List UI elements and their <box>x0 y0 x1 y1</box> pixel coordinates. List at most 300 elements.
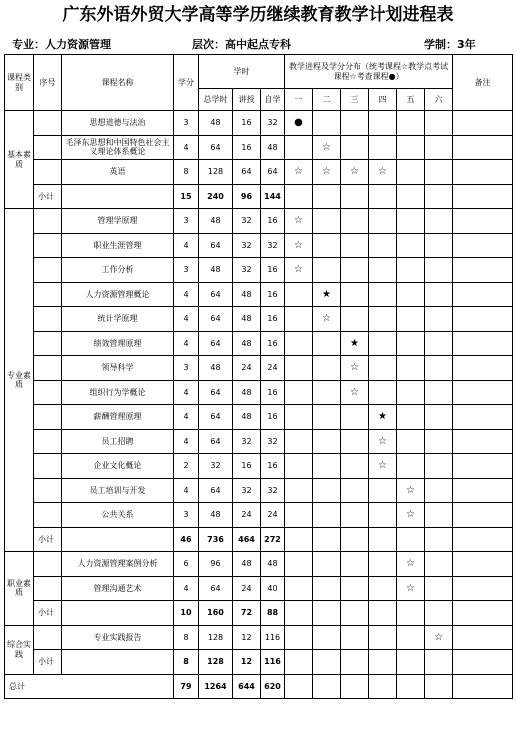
grand-total-lecture-hours: 644 <box>233 674 261 699</box>
term-4-mark <box>369 552 397 577</box>
seq-cell <box>34 233 62 258</box>
lecture-hours-cell: 48 <box>233 282 261 307</box>
term-6-mark <box>425 552 453 577</box>
course-name: 工作分析 <box>62 258 174 283</box>
subtotal-credit: 8 <box>174 650 199 675</box>
total-hours-cell: 64 <box>199 405 233 430</box>
self-study-hours-cell: 40 <box>261 576 285 601</box>
term-3-mark <box>341 503 369 528</box>
subtotal-term-2 <box>313 527 341 552</box>
lecture-hours-cell: 16 <box>233 135 261 160</box>
subtotal-label: 小计 <box>34 650 62 675</box>
subtotal-credit: 10 <box>174 601 199 626</box>
term-1-mark <box>285 282 313 307</box>
subtotal-term-4 <box>369 184 397 209</box>
term-1-mark <box>285 356 313 381</box>
remark-cell <box>453 380 513 405</box>
grand-total-remark <box>453 674 513 699</box>
header-lecture: 讲授 <box>233 89 261 111</box>
subtotal-term-3 <box>341 601 369 626</box>
self-study-hours-cell: 24 <box>261 356 285 381</box>
term-5-mark <box>397 135 425 160</box>
subtotal-total-hours: 736 <box>199 527 233 552</box>
remark-cell <box>453 478 513 503</box>
header-term-5: 五 <box>397 89 425 111</box>
seq-cell <box>34 209 62 234</box>
term-4-mark <box>369 135 397 160</box>
term-4-mark <box>369 331 397 356</box>
term-3-mark <box>341 405 369 430</box>
grand-total-term-1 <box>285 674 313 699</box>
term-6-mark: ☆ <box>425 625 453 650</box>
term-1-mark <box>285 576 313 601</box>
category-label: 职业素质 <box>5 552 34 626</box>
term-5-mark <box>397 258 425 283</box>
grand-total-self-study-hours: 620 <box>261 674 285 699</box>
subtotal-term-3 <box>341 527 369 552</box>
term-2-mark <box>313 380 341 405</box>
term-1-mark <box>285 625 313 650</box>
lecture-hours-cell: 48 <box>233 380 261 405</box>
course-name: 企业文化概论 <box>62 454 174 479</box>
term-1-mark <box>285 307 313 332</box>
subtotal-term-1 <box>285 527 313 552</box>
course-row <box>5 258 513 283</box>
course-name: 管理学原理 <box>62 209 174 234</box>
curriculum-table <box>4 54 513 699</box>
term-6-mark <box>425 454 453 479</box>
term-6-mark <box>425 429 453 454</box>
term-3-mark <box>341 258 369 283</box>
total-hours-cell: 96 <box>199 552 233 577</box>
course-row <box>5 233 513 258</box>
header-course: 课程名称 <box>62 55 174 111</box>
subtotal-term-6 <box>425 527 453 552</box>
total-hours-cell: 64 <box>199 282 233 307</box>
term-1-mark: ☆ <box>285 209 313 234</box>
credit-cell: 8 <box>174 160 199 185</box>
term-5-mark <box>397 625 425 650</box>
credit-cell: 4 <box>174 233 199 258</box>
document-title: 广东外语外贸大学高等学历继续教育教学计划进程表 <box>62 5 454 25</box>
header-self-study: 自学 <box>261 89 285 111</box>
course-name: 员工招聘 <box>62 429 174 454</box>
credit-cell: 4 <box>174 478 199 503</box>
total-hours-cell: 48 <box>199 111 233 136</box>
course-row <box>5 160 513 185</box>
total-hours-cell: 64 <box>199 429 233 454</box>
header-remark: 备注 <box>453 55 513 111</box>
term-1-mark: ☆ <box>285 258 313 283</box>
term-3-mark <box>341 233 369 258</box>
credit-cell: 4 <box>174 405 199 430</box>
total-hours-cell: 128 <box>199 625 233 650</box>
lecture-hours-cell: 24 <box>233 576 261 601</box>
subtotal-term-5 <box>397 184 425 209</box>
term-1-mark <box>285 331 313 356</box>
term-5-mark: ☆ <box>397 576 425 601</box>
term-4-mark <box>369 282 397 307</box>
term-2-mark <box>313 356 341 381</box>
term-2-mark: ☆ <box>313 135 341 160</box>
subtotal-term-4 <box>369 527 397 552</box>
term-3-mark <box>341 209 369 234</box>
course-name: 专业实践报告 <box>62 625 174 650</box>
remark-cell <box>453 307 513 332</box>
subtotal-self-study-hours: 116 <box>261 650 285 675</box>
course-row <box>5 356 513 381</box>
self-study-hours-cell: 32 <box>261 429 285 454</box>
remark-cell <box>453 282 513 307</box>
subtotal-term-1 <box>285 601 313 626</box>
subtotal-spacer <box>62 527 174 552</box>
subtotal-label: 小计 <box>34 601 62 626</box>
subtotal-remark <box>453 650 513 675</box>
term-2-mark: ☆ <box>313 160 341 185</box>
course-name: 组织行为学概论 <box>62 380 174 405</box>
header-seq: 序号 <box>34 55 62 111</box>
course-name: 思想道德与法治 <box>62 111 174 136</box>
subtotal-remark <box>453 601 513 626</box>
level-label: 层次：高中起点专科 <box>192 38 291 51</box>
term-2-mark <box>313 331 341 356</box>
course-name: 统计学原理 <box>62 307 174 332</box>
total-hours-cell: 64 <box>199 307 233 332</box>
term-2-mark <box>313 429 341 454</box>
subtotal-term-6 <box>425 601 453 626</box>
subtotal-term-1 <box>285 650 313 675</box>
grand-total-hours: 1264 <box>199 674 233 699</box>
lecture-hours-cell: 12 <box>233 625 261 650</box>
remark-cell <box>453 454 513 479</box>
course-name: 管理沟通艺术 <box>62 576 174 601</box>
remark-cell <box>453 429 513 454</box>
term-6-mark <box>425 258 453 283</box>
seq-cell <box>34 258 62 283</box>
term-5-mark: ☆ <box>397 503 425 528</box>
self-study-hours-cell: 16 <box>261 380 285 405</box>
course-name: 薪酬管理原理 <box>62 405 174 430</box>
term-5-mark <box>397 331 425 356</box>
term-5-mark <box>397 429 425 454</box>
subtotal-credit: 15 <box>174 184 199 209</box>
lecture-hours-cell: 32 <box>233 233 261 258</box>
course-row <box>5 135 513 160</box>
credit-cell: 8 <box>174 625 199 650</box>
header-term-1: 一 <box>285 89 313 111</box>
subtotal-total-hours: 128 <box>199 650 233 675</box>
self-study-hours-cell: 16 <box>261 282 285 307</box>
subtotal-spacer <box>62 650 174 675</box>
total-hours-cell: 128 <box>199 160 233 185</box>
seq-cell <box>34 307 62 332</box>
grand-total-label: 总计 <box>5 674 174 699</box>
total-hours-cell: 48 <box>199 356 233 381</box>
term-2-mark <box>313 111 341 136</box>
lecture-hours-cell: 32 <box>233 209 261 234</box>
course-row <box>5 307 513 332</box>
term-4-mark <box>369 478 397 503</box>
term-1-mark <box>285 380 313 405</box>
lecture-hours-cell: 32 <box>233 258 261 283</box>
remark-cell <box>453 135 513 160</box>
course-row <box>5 552 513 577</box>
remark-cell <box>453 233 513 258</box>
self-study-hours-cell: 48 <box>261 552 285 577</box>
grand-total-term-5 <box>397 674 425 699</box>
term-1-mark <box>285 478 313 503</box>
header-credit: 学分 <box>174 55 199 111</box>
term-5-mark <box>397 233 425 258</box>
subtotal-term-5 <box>397 650 425 675</box>
grand-total-term-6 <box>425 674 453 699</box>
term-1-mark: ● <box>285 111 313 136</box>
grand-total-term-4 <box>369 674 397 699</box>
subtotal-term-2 <box>313 601 341 626</box>
subtotal-lecture-hours: 12 <box>233 650 261 675</box>
header-progress: 教学进程及学分分布（统考课程☆教学点考试课程☆考查课程●） <box>285 55 453 89</box>
term-4-mark <box>369 503 397 528</box>
term-2-mark <box>313 576 341 601</box>
credit-cell: 4 <box>174 380 199 405</box>
subtotal-term-1 <box>285 184 313 209</box>
total-hours-cell: 48 <box>199 209 233 234</box>
term-6-mark <box>425 111 453 136</box>
seq-cell <box>34 503 62 528</box>
subtotal-row <box>5 601 513 626</box>
seq-cell <box>34 160 62 185</box>
self-study-hours-cell: 16 <box>261 331 285 356</box>
header-total-hours: 总学时 <box>199 89 233 111</box>
term-3-mark: ★ <box>341 331 369 356</box>
self-study-hours-cell: 116 <box>261 625 285 650</box>
subtotal-self-study-hours: 272 <box>261 527 285 552</box>
term-5-mark <box>397 380 425 405</box>
subtotal-term-2 <box>313 650 341 675</box>
remark-cell <box>453 503 513 528</box>
total-hours-cell: 64 <box>199 478 233 503</box>
lecture-hours-cell: 48 <box>233 552 261 577</box>
term-4-mark <box>369 258 397 283</box>
term-3-mark: ☆ <box>341 356 369 381</box>
term-5-mark <box>397 454 425 479</box>
major-label: 专业：人力资源管理 <box>12 38 111 51</box>
total-hours-cell: 64 <box>199 135 233 160</box>
term-4-mark <box>369 209 397 234</box>
lecture-hours-cell: 48 <box>233 331 261 356</box>
term-2-mark: ★ <box>313 282 341 307</box>
seq-cell <box>34 111 62 136</box>
subtotal-row <box>5 650 513 675</box>
self-study-hours-cell: 16 <box>261 258 285 283</box>
grand-total-term-2 <box>313 674 341 699</box>
subtotal-term-5 <box>397 527 425 552</box>
grand-total-term-3 <box>341 674 369 699</box>
self-study-hours-cell: 16 <box>261 405 285 430</box>
term-6-mark <box>425 380 453 405</box>
subtotal-lecture-hours: 72 <box>233 601 261 626</box>
self-study-hours-cell: 32 <box>261 111 285 136</box>
total-hours-cell: 32 <box>199 454 233 479</box>
term-3-mark <box>341 111 369 136</box>
term-4-mark: ☆ <box>369 454 397 479</box>
seq-cell <box>34 356 62 381</box>
course-name: 公共关系 <box>62 503 174 528</box>
remark-cell <box>453 356 513 381</box>
grand-total-row <box>5 674 513 699</box>
term-3-mark <box>341 552 369 577</box>
remark-cell <box>453 111 513 136</box>
term-3-mark <box>341 429 369 454</box>
course-name: 英语 <box>62 160 174 185</box>
subtotal-term-3 <box>341 650 369 675</box>
seq-cell <box>34 625 62 650</box>
remark-cell <box>453 209 513 234</box>
term-4-mark <box>369 576 397 601</box>
course-row <box>5 380 513 405</box>
term-4-mark: ★ <box>369 405 397 430</box>
subtotal-remark <box>453 527 513 552</box>
term-1-mark <box>285 405 313 430</box>
grand-total-credit: 79 <box>174 674 199 699</box>
total-hours-cell: 64 <box>199 576 233 601</box>
course-row <box>5 111 513 136</box>
self-study-hours-cell: 32 <box>261 478 285 503</box>
term-4-mark <box>369 356 397 381</box>
term-6-mark <box>425 282 453 307</box>
system-label: 学制：3年 <box>424 38 476 51</box>
course-row <box>5 429 513 454</box>
lecture-hours-cell: 16 <box>233 111 261 136</box>
self-study-hours-cell: 24 <box>261 503 285 528</box>
term-6-mark <box>425 307 453 332</box>
course-name: 员工培训与开发 <box>62 478 174 503</box>
header-term-6: 六 <box>425 89 453 111</box>
header-term-3: 三 <box>341 89 369 111</box>
self-study-hours-cell: 16 <box>261 307 285 332</box>
self-study-hours-cell: 16 <box>261 209 285 234</box>
lecture-hours-cell: 16 <box>233 454 261 479</box>
remark-cell <box>453 625 513 650</box>
course-row <box>5 209 513 234</box>
seq-cell <box>34 454 62 479</box>
course-name: 领导科学 <box>62 356 174 381</box>
term-3-mark: ☆ <box>341 160 369 185</box>
term-6-mark <box>425 331 453 356</box>
subtotal-spacer <box>62 184 174 209</box>
course-name: 绩效管理原理 <box>62 331 174 356</box>
term-4-mark <box>369 233 397 258</box>
subtotal-remark <box>453 184 513 209</box>
course-name: 人力资源管理概论 <box>62 282 174 307</box>
subtotal-term-5 <box>397 601 425 626</box>
term-1-mark: ☆ <box>285 160 313 185</box>
term-5-mark <box>397 160 425 185</box>
term-2-mark <box>313 478 341 503</box>
term-2-mark <box>313 209 341 234</box>
term-5-mark: ☆ <box>397 478 425 503</box>
term-4-mark <box>369 111 397 136</box>
term-4-mark <box>369 625 397 650</box>
remark-cell <box>453 576 513 601</box>
subtotal-label: 小计 <box>34 184 62 209</box>
term-2-mark <box>313 503 341 528</box>
remark-cell <box>453 552 513 577</box>
self-study-hours-cell: 48 <box>261 135 285 160</box>
term-3-mark <box>341 282 369 307</box>
remark-cell <box>453 258 513 283</box>
seq-cell <box>34 576 62 601</box>
lecture-hours-cell: 48 <box>233 405 261 430</box>
course-row <box>5 625 513 650</box>
term-3-mark <box>341 576 369 601</box>
lecture-hours-cell: 32 <box>233 429 261 454</box>
subtotal-self-study-hours: 88 <box>261 601 285 626</box>
term-5-mark <box>397 111 425 136</box>
remark-cell <box>453 405 513 430</box>
seq-cell <box>34 478 62 503</box>
seq-cell <box>34 331 62 356</box>
seq-cell <box>34 405 62 430</box>
term-5-mark <box>397 282 425 307</box>
course-name: 人力资源管理案例分析 <box>62 552 174 577</box>
total-hours-cell: 64 <box>199 233 233 258</box>
remark-cell <box>453 331 513 356</box>
lecture-hours-cell: 64 <box>233 160 261 185</box>
course-row <box>5 478 513 503</box>
term-4-mark <box>369 380 397 405</box>
term-2-mark <box>313 625 341 650</box>
credit-cell: 2 <box>174 454 199 479</box>
course-row <box>5 282 513 307</box>
term-2-mark <box>313 405 341 430</box>
remark-cell <box>453 160 513 185</box>
subtotal-total-hours: 160 <box>199 601 233 626</box>
subtotal-credit: 46 <box>174 527 199 552</box>
total-hours-cell: 48 <box>199 503 233 528</box>
category-label: 综合实践 <box>5 625 34 674</box>
header-term-2: 二 <box>313 89 341 111</box>
header-category: 课程类别 <box>5 55 34 111</box>
credit-cell: 4 <box>174 429 199 454</box>
credit-cell: 4 <box>174 307 199 332</box>
self-study-hours-cell: 32 <box>261 233 285 258</box>
term-4-mark <box>369 307 397 332</box>
term-3-mark: ☆ <box>341 380 369 405</box>
lecture-hours-cell: 24 <box>233 356 261 381</box>
course-row <box>5 454 513 479</box>
term-2-mark <box>313 552 341 577</box>
subtotal-term-4 <box>369 650 397 675</box>
term-6-mark <box>425 160 453 185</box>
term-4-mark: ☆ <box>369 160 397 185</box>
credit-cell: 3 <box>174 356 199 381</box>
seq-cell <box>34 282 62 307</box>
subtotal-term-6 <box>425 650 453 675</box>
seq-cell <box>34 552 62 577</box>
term-3-mark <box>341 454 369 479</box>
term-2-mark: ☆ <box>313 307 341 332</box>
meta-line <box>0 30 516 54</box>
term-5-mark <box>397 307 425 332</box>
credit-cell: 3 <box>174 258 199 283</box>
subtotal-self-study-hours: 144 <box>261 184 285 209</box>
term-6-mark <box>425 576 453 601</box>
term-2-mark <box>313 258 341 283</box>
self-study-hours-cell: 16 <box>261 454 285 479</box>
subtotal-term-2 <box>313 184 341 209</box>
subtotal-term-4 <box>369 601 397 626</box>
